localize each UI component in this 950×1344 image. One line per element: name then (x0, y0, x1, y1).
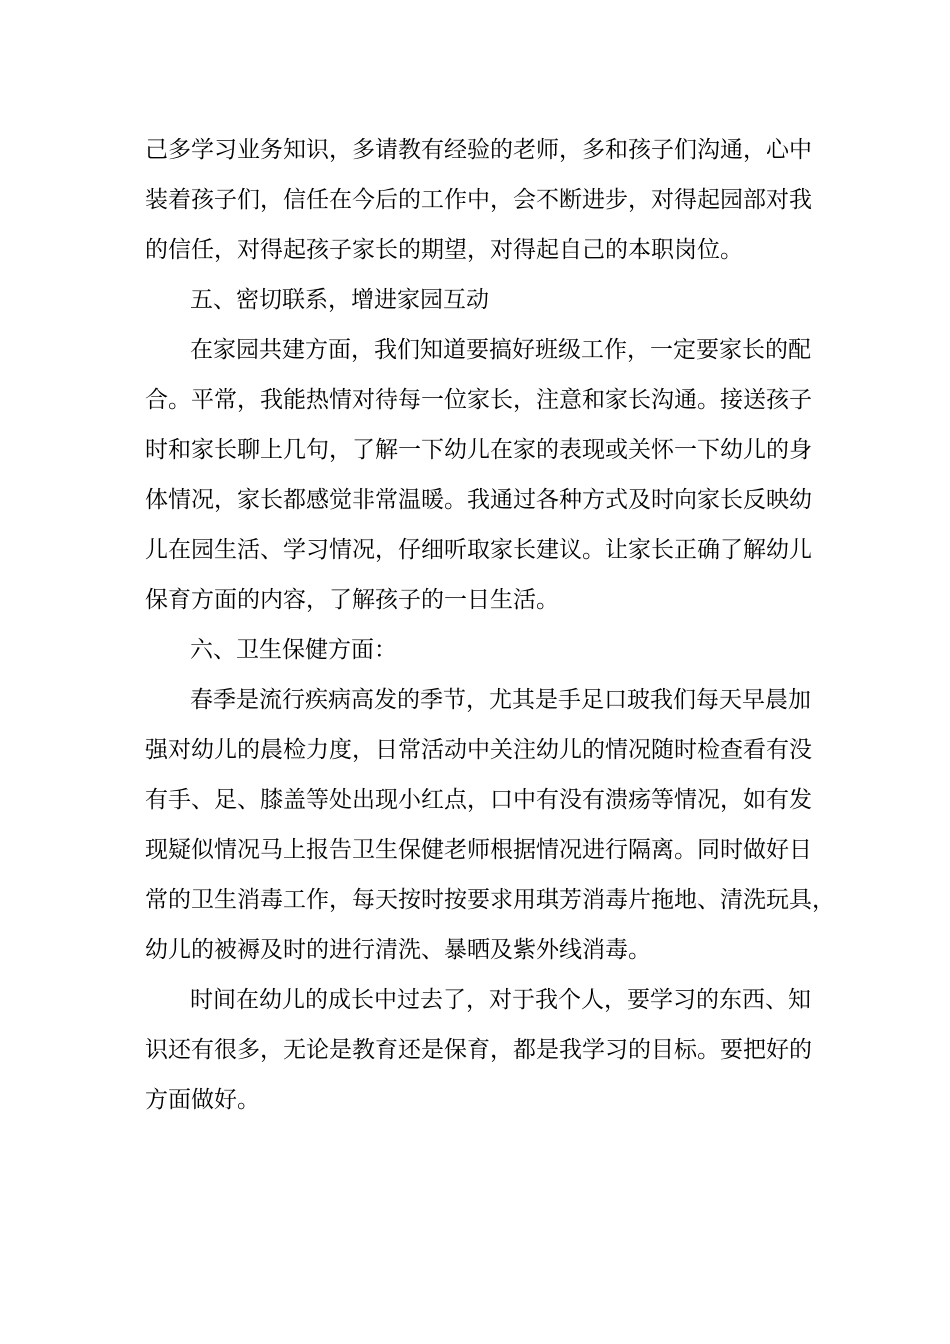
paragraph-line: 体情况，家长都感觉非常温暖。我通过各种方式及时向家长反映幼 (145, 487, 812, 513)
paragraph-line: 装着孩子们，信任在今后的工作中，会不断进步，对得起园部对我 (145, 187, 812, 213)
paragraph-line: 现疑似情况马上报告卫生保健老师根据情况进行隔离。同时做好日 (145, 837, 812, 863)
paragraph-line: 合。平常，我能热情对待每一位家长，注意和家长沟通。接送孩子 (145, 387, 812, 413)
paragraph-line: 己多学习业务知识，多请教有经验的老师，多和孩子们沟通，心中 (145, 137, 812, 163)
paragraph-line: 常的卫生消毒工作，每天按时按要求用琪芳消毒片拖地、清洗玩具， (145, 887, 835, 913)
section-heading: 五、密切联系，增进家园互动 (190, 287, 489, 313)
paragraph-line: 强对幼儿的晨检力度，日常活动中关注幼儿的情况随时检查看有没 (145, 737, 812, 763)
paragraph-line: 的信任，对得起孩子家长的期望，对得起自己的本职岗位。 (145, 237, 743, 263)
paragraph-line: 有手、足、膝盖等处出现小红点，口中有没有溃疡等情况，如有发 (145, 787, 812, 813)
paragraph-line: 时间在幼儿的成长中过去了，对于我个人，要学习的东西、知 (190, 987, 811, 1013)
paragraph-line: 识还有很多，无论是教育还是保育，都是我学习的目标。要把好的 (145, 1037, 812, 1063)
paragraph-line: 春季是流行疾病高发的季节，尤其是手足口玻我们每天早晨加 (190, 687, 811, 713)
paragraph-line: 幼儿的被褥及时的进行清洗、暴晒及紫外线消毒。 (145, 937, 651, 963)
paragraph-line: 儿在园生活、学习情况，仔细听取家长建议。让家长正确了解幼儿 (145, 537, 812, 563)
paragraph-line: 在家园共建方面，我们知道要搞好班级工作，一定要家长的配 (190, 337, 811, 363)
section-heading: 六、卫生保健方面： (190, 637, 397, 663)
paragraph-line: 方面做好。 (145, 1087, 260, 1113)
paragraph-line: 保育方面的内容，了解孩子的一日生活。 (145, 587, 559, 613)
paragraph-line: 时和家长聊上几句，了解一下幼儿在家的表现或关怀一下幼儿的身 (145, 437, 812, 463)
